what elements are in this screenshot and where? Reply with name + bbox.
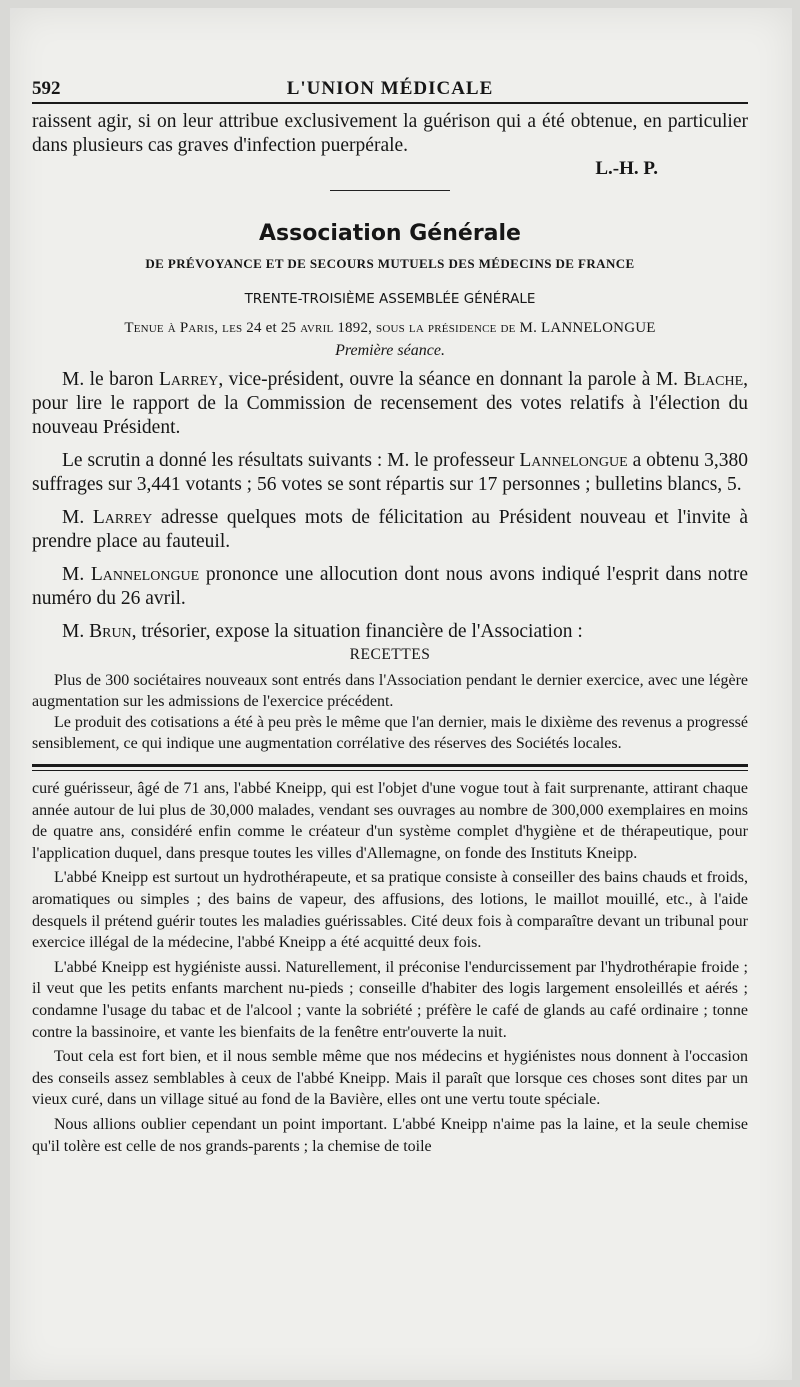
minutes-paragraph-2: Le scrutin a donné les résultats suivants : M. le professeur Lannelongue a obtenu 3,380 suffrages sur 3,441 votants ; 56 votes se sont répartis sur 17 personnes ; bulletins blancs, 5. bbox=[32, 450, 748, 495]
recettes-section bbox=[32, 670, 748, 754]
minutes-paragraph-5: M. Brun, trésorier, expose la situation financière de l'Association : bbox=[62, 621, 583, 642]
feuilleton-paragraph-1: curé guérisseur, âgé de 71 ans, l'abbé Kneipp, qui est l'objet d'une vogue tout à fait surprenante, attirant chaque année autour de lui plus de 30,000 malades, vendant ses ouvrages au nombre de 300,000 exemplaires en moins de quatre ans, considéré enfin comme le créateur d'un système complet d'hygiène et de thérapeutique, pour l'application duquel, dans presque toutes les villes d'Allemagne, on fonde des Instituts Kneipp. bbox=[32, 780, 748, 862]
recettes-paragraph-1: Plus de 300 sociétaires nouveaux sont entrés dans l'Association pendant le dernier exercice, avec une légère augmentation sur les admissions de l'exercice précédent. bbox=[32, 672, 748, 710]
opening-paragraph: raissent agir, si on leur attribue exclusivement la guérison qui a été obtenue, en particulier dans plusieurs cas graves d'infection puerpérale. bbox=[32, 111, 748, 156]
feuilleton-paragraph-5: Nous allions oublier cependant un point important. L'abbé Kneipp n'aime pas la laine, et la seule chemise qu'il tolère est celle de nos grands-parents ; la chemise de toile bbox=[32, 1115, 748, 1155]
minutes-paragraph-1: M. le baron Larrey, vice-président, ouvre la séance en donnant la parole à M. Blache, pour lire le rapport de la Commission de recensement des votes relatifs à l'élection du nouveau Président. bbox=[32, 369, 748, 438]
minutes-section bbox=[32, 368, 748, 644]
page-content bbox=[32, 72, 748, 1160]
running-header bbox=[32, 72, 748, 104]
association-title: Association Générale bbox=[259, 221, 521, 246]
association-subtitle: DE PRÉVOYANCE ET DE SECOURS MUTUELS DES MÉDECINS DE FRANCE bbox=[145, 256, 635, 271]
page-number: 592 bbox=[32, 78, 61, 99]
recettes-heading: RECETTES bbox=[349, 646, 431, 663]
feuilleton-section bbox=[32, 778, 748, 1157]
feuilleton-paragraph-3: L'abbé Kneipp est hygiéniste aussi. Naturellement, il préconise l'endurcissement par l'hydrothérapie froide ; il veut que les petits enfants marchent nu-pieds ; conseille d'habiter des logis largement ensoleillés et aérés ; condamne l'usage du tabac et de l'alcool ; vante la sobriété ; préfère le café de glands au café ordinaire ; tonne contre la bassinoire, et vante les bienfaits de la fenêtre entr'ouverte la nuit. bbox=[32, 958, 748, 1041]
minutes-paragraph-4: M. Lannelongue prononce une allocution dont nous avons indiqué l'esprit dans notre numéro du 26 avril. bbox=[32, 564, 748, 609]
journal-page bbox=[10, 8, 792, 1380]
session-line: Tenue à Paris, les 24 et 25 avril 1892, sous la présidence de M. LANNELONGUE bbox=[124, 320, 656, 336]
feuilleton-paragraph-4: Tout cela est fort bien, et il nous semble même que nos médecins et hygiénistes nous donnent à l'occasion des conseils assez semblables à ceux de l'abbé Kneipp. Mais il paraît que lorsque ces choses sont dites par un vieux curé, dans un village situé au fond de la Bavière, elles ont une vertu toute spéciale. bbox=[32, 1048, 748, 1109]
signature: L.-H. P. bbox=[595, 158, 658, 179]
assembly-heading: TRENTE-TROISIÈME ASSEMBLÉE GÉNÉRALE bbox=[244, 291, 536, 307]
opening-section bbox=[32, 110, 748, 158]
seance-heading: Première séance. bbox=[335, 342, 445, 359]
minutes-paragraph-3: M. Larrey adresse quelques mots de félicitation au Président nouveau et l'invite à prendre place au fauteuil. bbox=[32, 507, 748, 552]
journal-title: L'UNION MÉDICALE bbox=[286, 78, 494, 99]
section-divider bbox=[330, 190, 450, 191]
feuilleton-divider bbox=[32, 764, 748, 771]
feuilleton-paragraph-2: L'abbé Kneipp est surtout un hydrothérapeute, et sa pratique consiste à conseiller des bains chauds et froids, aromatiques ou simples ; des bains de vapeur, des affusions, des lotions, le maillot mouillé, etc., à l'aide desquels il prétend guérir toutes les maladies guérissables. Cité deux fois à comparaître devant un tribunal pour exercice illégal de la médecine, l'abbé Kneipp a été acquitté deux fois. bbox=[32, 869, 748, 952]
recettes-paragraph-2: Le produit des cotisations a été à peu près le même que l'an dernier, mais le dixième des revenus a progressé sensiblement, ce qui indique une augmentation corrélative des réserves des Sociétés locales. bbox=[32, 714, 748, 752]
